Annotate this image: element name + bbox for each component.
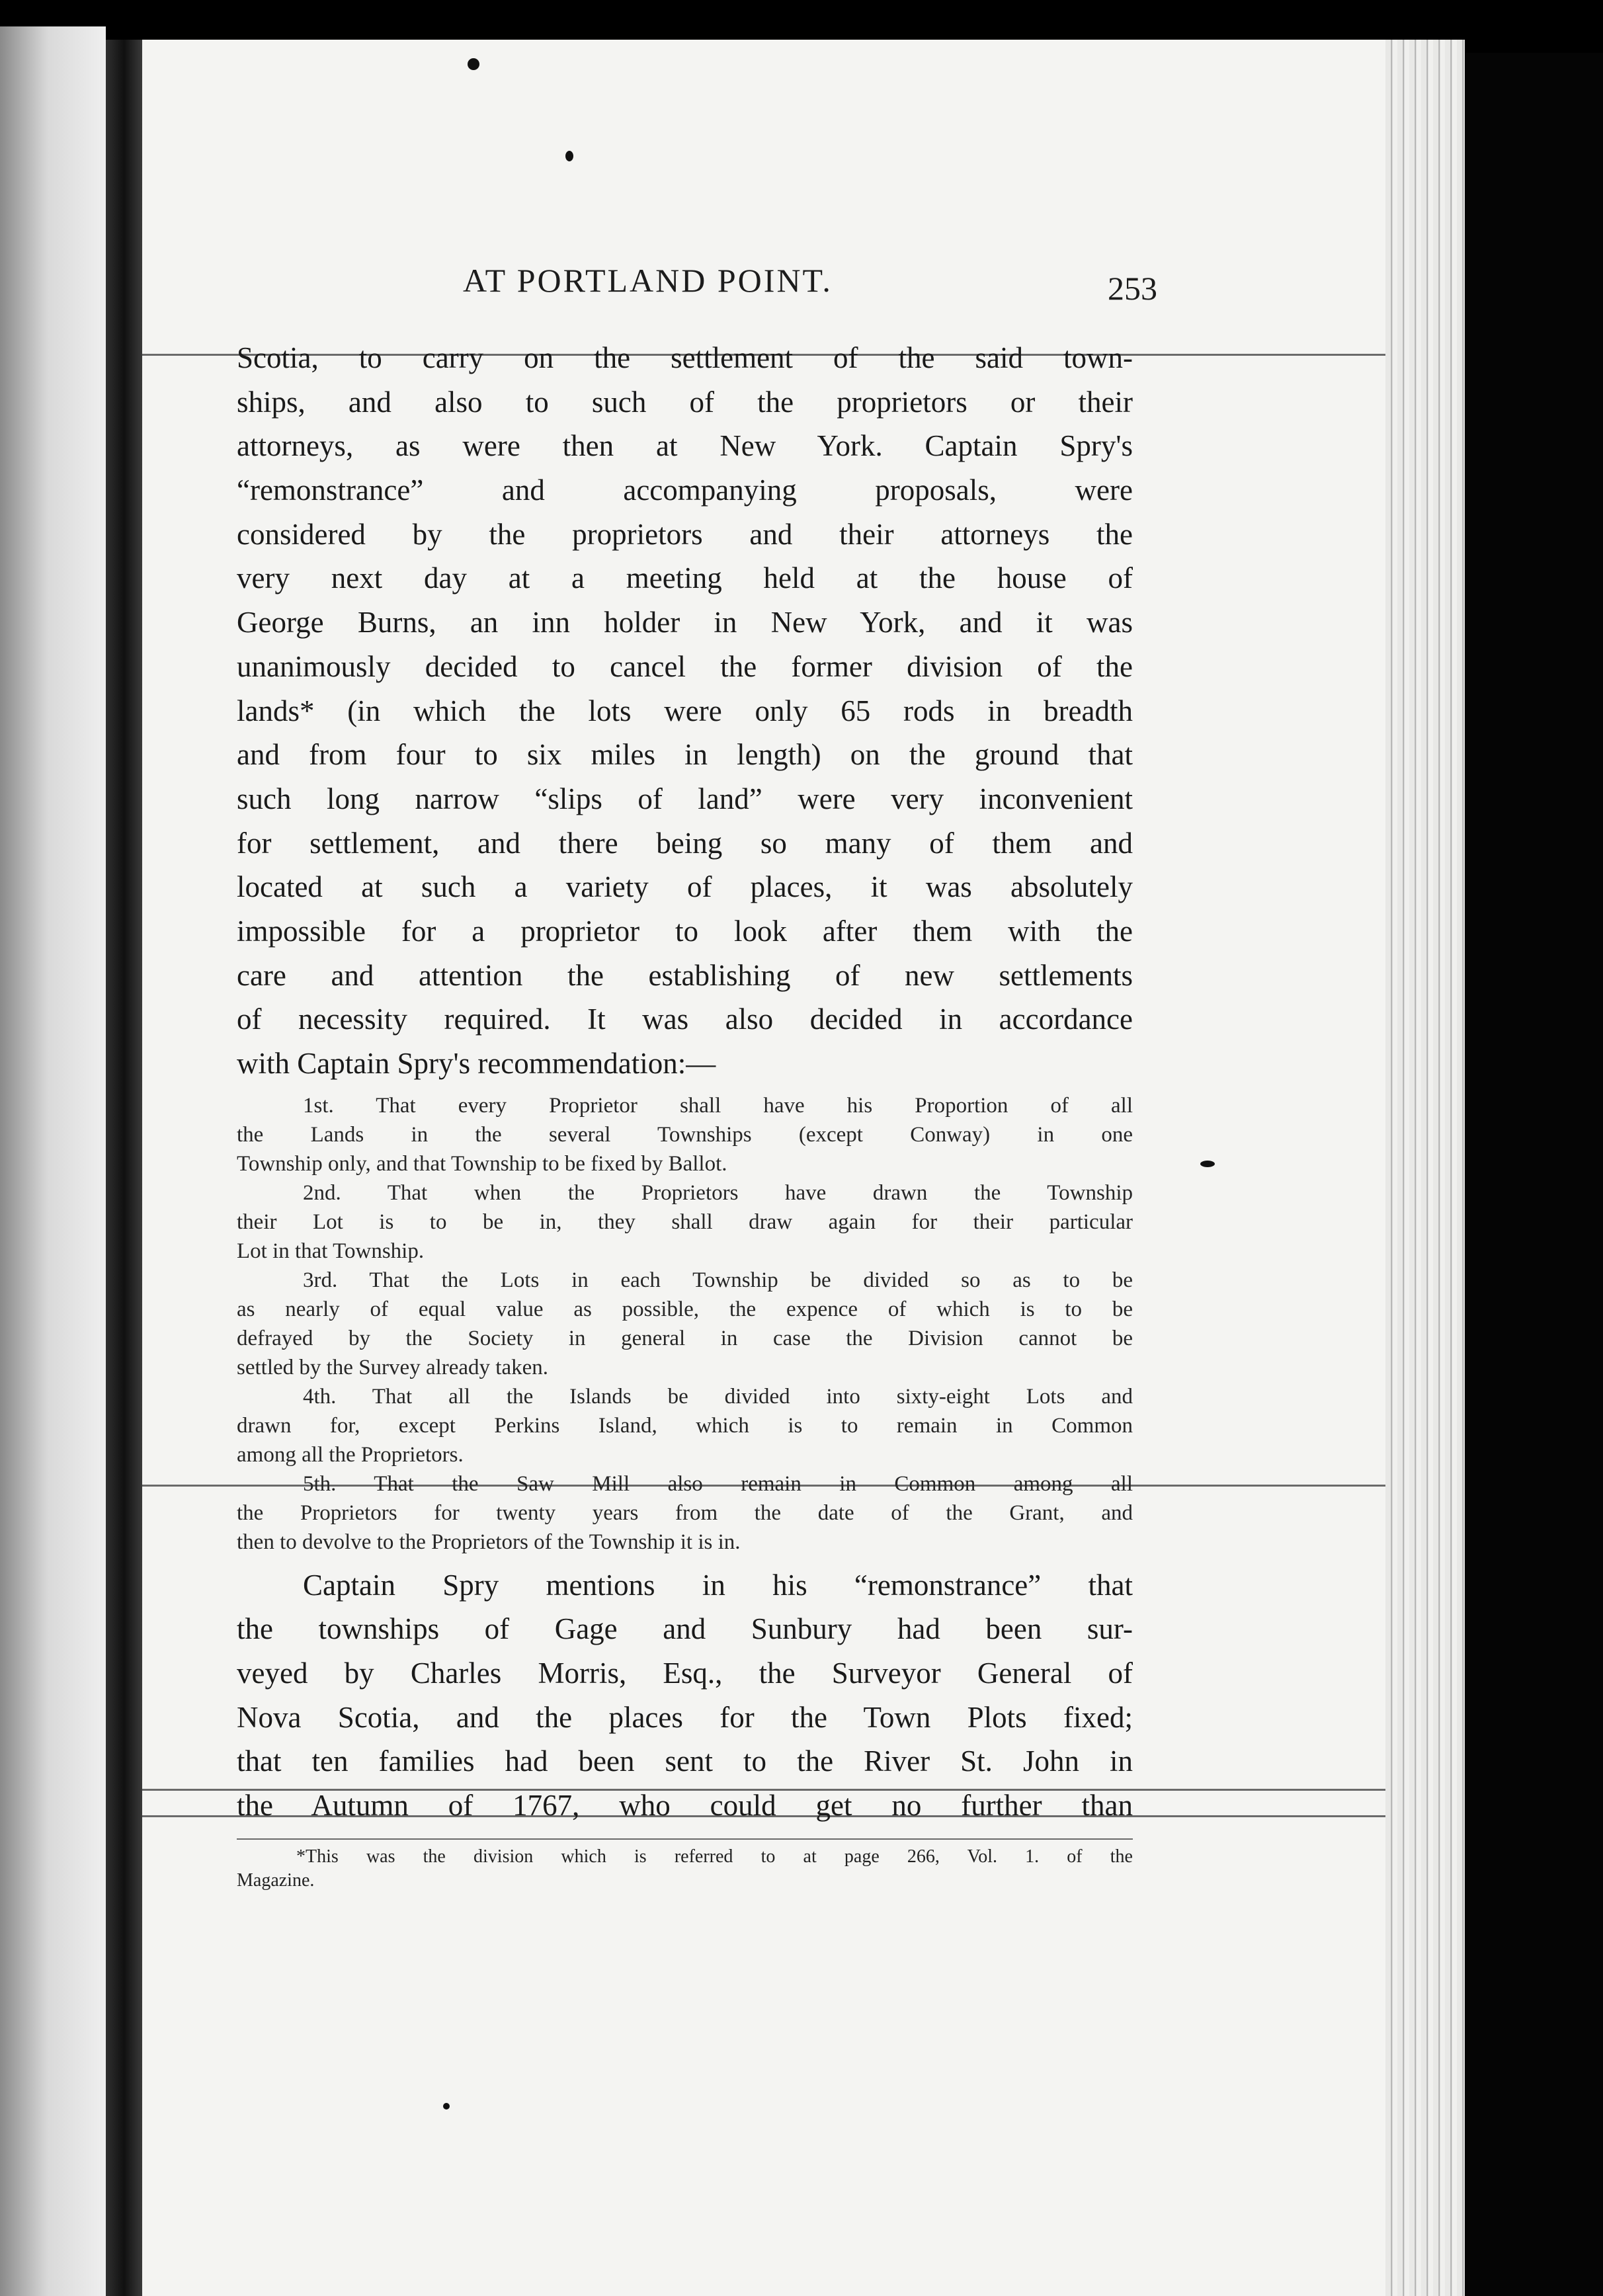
resolution-line: their Lot is to be in, they shall draw again for their particular <box>237 1210 1133 1234</box>
text-line: very next day at a meeting held at the house of <box>237 561 1133 595</box>
resolution-item <box>237 1469 1133 1557</box>
resolution-line: the Lands in the several Townships (except Conway) in one <box>237 1122 1133 1147</box>
text-line: with Captain Spry's recommendation:— <box>237 1047 716 1080</box>
text-line: considered by the proprietors and their attorneys the <box>237 517 1133 551</box>
text-line: Captain Spry mentions in his “remonstrance” that <box>303 1568 1133 1602</box>
left-page-edge <box>0 26 106 2296</box>
right-dark-margin <box>1465 53 1603 2296</box>
resolution-line: the Proprietors for twenty years from the date of the Grant, and <box>237 1500 1133 1525</box>
resolution-line: then to devolve to the Proprietors of the Township it is in. <box>237 1530 741 1554</box>
text-line: Scotia, to carry on the settlement of the said town- <box>237 341 1133 374</box>
paragraph <box>237 336 1133 1086</box>
footnote-line: *This was the division which is referred to at page 266, Vol. 1. of the <box>296 1846 1133 1867</box>
resolutions-block <box>237 1091 1133 1557</box>
resolution-item <box>237 1382 1133 1469</box>
text-line: impossible for a proprietor to look after them with the <box>237 914 1133 948</box>
footnote-rule <box>237 1838 1133 1840</box>
text-line: care and attention the establishing of new settlements <box>237 958 1133 992</box>
book-gutter <box>106 40 142 2296</box>
text-line: “remonstrance” and accompanying proposals, were <box>237 473 1133 507</box>
text-line: that ten families had been sent to the River St. John in <box>237 1744 1133 1778</box>
resolution-line: defrayed by the Society in general in case the Division cannot be <box>237 1326 1133 1350</box>
resolution-line: drawn for, except Perkins Island, which is to remain in Common <box>237 1413 1133 1438</box>
resolution-item <box>237 1178 1133 1266</box>
footnote <box>237 1845 1133 1893</box>
right-page-edges <box>1385 40 1465 2296</box>
text-line: George Burns, an inn holder in New York, and it was <box>237 606 1133 639</box>
resolution-line: 3rd. That the Lots in each Township be divided so as to be <box>303 1268 1133 1292</box>
paragraph <box>237 1563 1133 1828</box>
page-body <box>237 336 1133 1893</box>
text-line: located at such a variety of places, it was absolutely <box>237 870 1133 904</box>
text-line: ships, and also to such of the proprietors or their <box>237 385 1133 419</box>
text-line: unanimously decided to cancel the former division of the <box>237 649 1133 683</box>
resolution-line: settled by the Survey already taken. <box>237 1355 549 1379</box>
resolution-item <box>237 1091 1133 1178</box>
resolution-line: 1st. That every Proprietor shall have his Proportion of all <box>303 1093 1133 1118</box>
footnote-line: Magazine. <box>237 1869 315 1891</box>
text-line: for settlement, and there being so many of them and <box>237 826 1133 860</box>
text-line: attorneys, as were then at New York. Captain Spry's <box>237 429 1133 463</box>
text-line: Nova Scotia, and the places for the Town Plots fixed; <box>237 1700 1133 1734</box>
ink-speck <box>443 2103 450 2110</box>
text-line: and from four to six miles in length) on the ground that <box>237 738 1133 772</box>
resolution-line: among all the Proprietors. <box>237 1442 464 1467</box>
resolution-line: Township only, and that Township to be fixed by Ballot. <box>237 1151 727 1176</box>
text-line: such long narrow “slips of land” were very inconvenient <box>237 782 1133 815</box>
ink-speck <box>1200 1161 1215 1167</box>
ink-speck <box>468 58 479 70</box>
resolution-line: as nearly of equal value as possible, the expence of which is to be <box>237 1297 1133 1321</box>
text-line: the townships of Gage and Sunbury had been sur- <box>237 1612 1133 1646</box>
resolution-line: 2nd. That when the Proprietors have drawn the Township <box>303 1180 1133 1205</box>
resolution-line: Lot in that Township. <box>237 1239 425 1263</box>
text-line: of necessity required. It was also decided in accordance <box>237 1003 1133 1036</box>
running-head: AT PORTLAND POINT. <box>463 262 833 299</box>
page-header <box>238 261 1157 314</box>
resolution-line: 4th. That all the Islands be divided into sixty-eight Lots and <box>303 1384 1133 1409</box>
text-line: veyed by Charles Morris, Esq., the Surveyor General of <box>237 1657 1133 1690</box>
text-line: lands* (in which the lots were only 65 rods in breadth <box>237 694 1133 727</box>
text-line: the Autumn of 1767, who could get no further than <box>237 1789 1133 1823</box>
resolution-item <box>237 1266 1133 1382</box>
resolution-line: 5th. That the Saw Mill also remain in Common among all <box>303 1471 1133 1496</box>
page-number: 253 <box>1108 270 1157 307</box>
ink-speck <box>565 151 573 161</box>
